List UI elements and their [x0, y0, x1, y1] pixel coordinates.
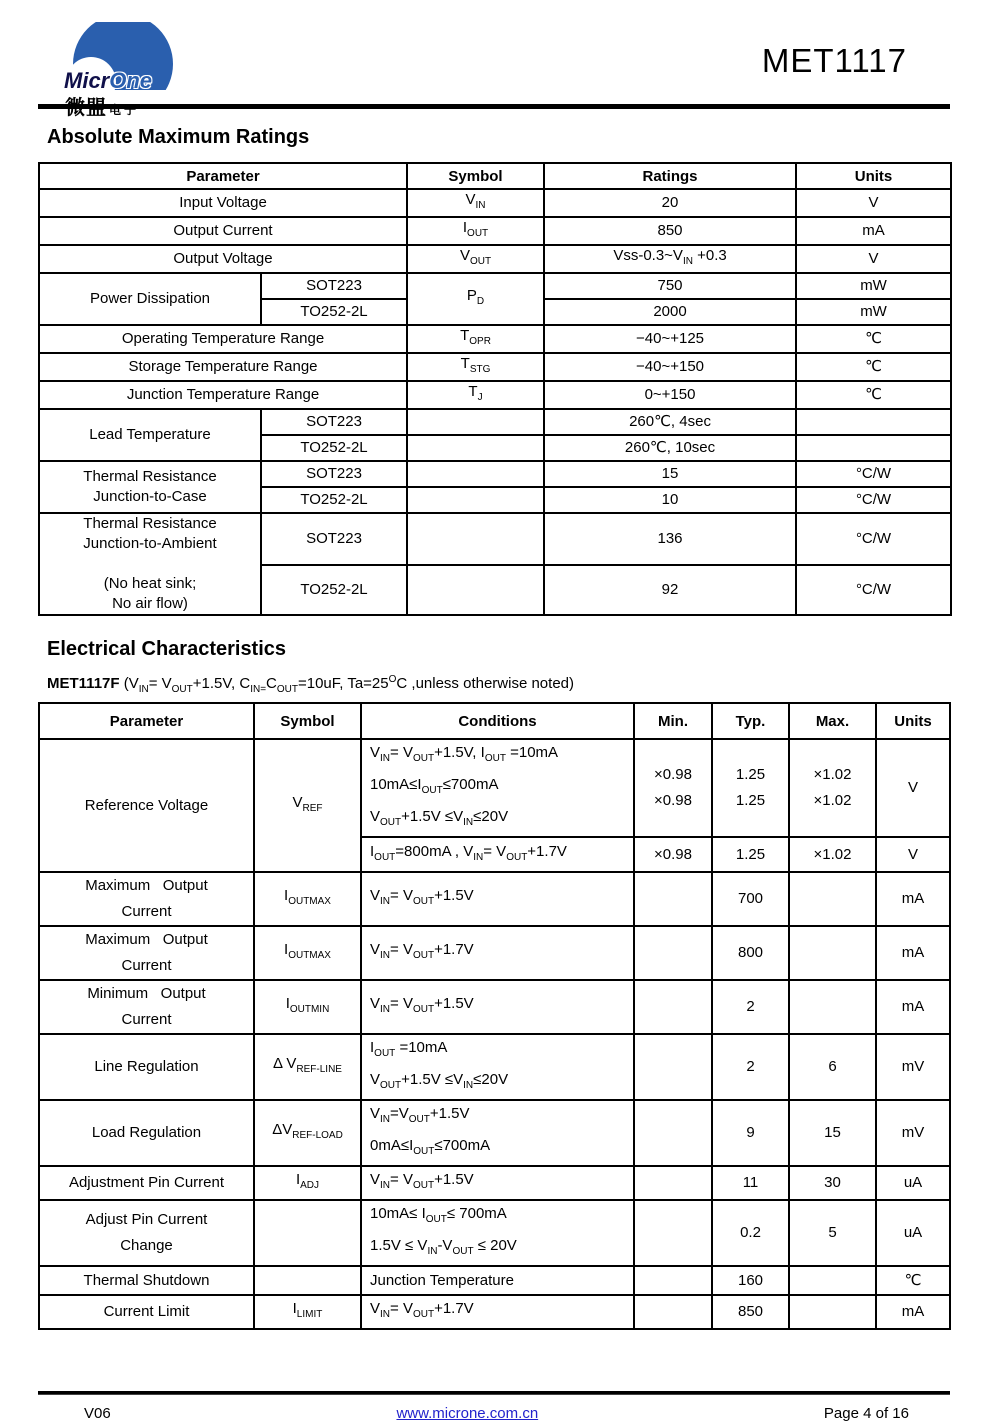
table-cell: mV	[876, 1034, 950, 1100]
table-cell: Adjust Pin Current Change	[39, 1200, 254, 1266]
table-cell	[407, 513, 544, 565]
page-title: MET1117	[761, 42, 907, 79]
absolute-maximum-ratings-table	[38, 162, 952, 616]
abs-max-heading: Absolute Maximum Ratings	[47, 126, 310, 148]
table-cell: Input Voltage	[39, 189, 407, 217]
table-cell: 850	[712, 1295, 789, 1329]
table-cell: −40~+125	[544, 325, 796, 353]
column-header: Units	[796, 163, 951, 189]
column-header: Typ.	[712, 703, 789, 739]
table-cell: SOT223	[261, 513, 407, 565]
table-cell	[634, 1034, 712, 1100]
table-cell	[634, 980, 712, 1034]
table-cell: Storage Temperature Range	[39, 353, 407, 381]
table-cell: mA	[876, 872, 950, 926]
table-cell: 15	[544, 461, 796, 487]
table-cell: $I_{LIMIT}$	[254, 1295, 361, 1329]
table-cell: Thermal Resistance Junction-to-Ambient (No heat sink; No air flow)	[39, 513, 261, 615]
table-cell: Adjustment Pin Current	[39, 1166, 254, 1200]
table-cell	[634, 1200, 712, 1266]
table-row	[39, 353, 951, 381]
table-cell: Minimum Output Current	[39, 980, 254, 1034]
footer-link[interactable]: www.microne.com.cn	[396, 1405, 539, 1422]
table-cell: Vss-$0.3\sim V_{IN} +0.3$	[544, 245, 796, 273]
table-cell: $V_{REF}$	[254, 739, 361, 872]
table-cell: V	[876, 739, 950, 837]
table-cell: ℃	[796, 353, 951, 381]
table-cell: mA	[796, 217, 951, 245]
column-header: Symbol	[254, 703, 361, 739]
table-cell: °C/W	[796, 461, 951, 487]
table-cell: $T_{STG}$	[407, 353, 544, 381]
column-header: Max.	[789, 703, 876, 739]
table-cell: 260℃, 10sec	[544, 435, 796, 461]
table-cell: TO252-2L	[261, 565, 407, 615]
table-cell	[407, 409, 544, 435]
table-cell: TO252-2L	[261, 487, 407, 513]
table-cell: $T_{OPR}$	[407, 325, 544, 353]
column-header: Parameter	[39, 703, 254, 739]
table-cell: 9	[712, 1100, 789, 1166]
table-cell: Output Current	[39, 217, 407, 245]
table-cell: SOT223	[261, 409, 407, 435]
table-cell: 30	[789, 1166, 876, 1200]
table-cell: $I_{OUT}$	[407, 217, 544, 245]
table-cell: 260℃, 4sec	[544, 409, 796, 435]
table-cell: ×1.02 ×1.02	[789, 739, 876, 837]
table-cell: 1.25 1.25	[712, 739, 789, 837]
table-cell: ×1.02	[789, 837, 876, 872]
table-cell: $I_{OUT} =10mA$ $V_{OUT}+1.5V \le V_{IN}\le 20V$	[361, 1034, 634, 1100]
table-cell: Current Limit	[39, 1295, 254, 1329]
table-cell: 160	[712, 1266, 789, 1295]
column-header: Parameter	[39, 163, 407, 189]
table-cell	[254, 1266, 361, 1295]
page-header	[0, 0, 991, 119]
table-row	[39, 703, 950, 739]
table-cell: Thermal Resistance Junction-to-Case	[39, 461, 261, 513]
table-row	[39, 926, 950, 980]
column-header: Units	[876, 703, 950, 739]
table-cell: mA	[876, 1295, 950, 1329]
table-cell: Maximum Output Current	[39, 926, 254, 980]
column-header: Ratings	[544, 163, 796, 189]
table-cell	[407, 461, 544, 487]
table-cell: Thermal Shutdown	[39, 1266, 254, 1295]
table-cell: mA	[876, 980, 950, 1034]
table-cell: 15	[789, 1100, 876, 1166]
table-cell: $V_{OUT}$	[407, 245, 544, 273]
table-cell: 92	[544, 565, 796, 615]
table-row	[39, 980, 950, 1034]
table-cell: Junction Temperature	[361, 1266, 634, 1295]
table-cell: uA	[876, 1166, 950, 1200]
table-cell: $V_{IN}= V_{OUT}+1.5V$	[361, 1166, 634, 1200]
table-cell: 2	[712, 1034, 789, 1100]
table-row	[39, 1266, 950, 1295]
table-cell: 1.25	[712, 837, 789, 872]
table-cell: mW	[796, 299, 951, 325]
table-cell: Junction Temperature Range	[39, 381, 407, 409]
table-cell: V	[796, 245, 951, 273]
table-cell: $V_{IN}= V_{OUT}+1.7V$	[361, 1295, 634, 1329]
column-header: Conditions	[361, 703, 634, 739]
page-footer	[84, 1405, 909, 1422]
table-cell	[789, 872, 876, 926]
table-cell: $V_{IN}$	[407, 189, 544, 217]
brand-one: One	[109, 68, 153, 93]
table-row	[39, 461, 951, 487]
table-cell: V	[796, 189, 951, 217]
table-cell	[407, 487, 544, 513]
table-row	[39, 1200, 950, 1266]
table-cell: 0~+150	[544, 381, 796, 409]
table-cell: Lead Temperature	[39, 409, 261, 461]
table-cell	[789, 980, 876, 1034]
table-cell: Load Regulation	[39, 1100, 254, 1166]
table-cell	[789, 926, 876, 980]
table-cell: 750	[544, 273, 796, 299]
table-cell: mV	[876, 1100, 950, 1166]
table-cell: 2	[712, 980, 789, 1034]
table-cell: mW	[796, 273, 951, 299]
brand-chinese-sub: 电子	[109, 103, 140, 117]
table-cell: $\Delta V_{REF-LOAD}$	[254, 1100, 361, 1166]
table-cell	[254, 1200, 361, 1266]
table-row	[39, 1034, 950, 1100]
table-cell: ×0.98	[634, 837, 712, 872]
table-row	[39, 1295, 950, 1329]
table-cell	[789, 1266, 876, 1295]
table-cell: $I_{OUT}=800mA$ , $V_{IN}= V_{OUT}+1.7V$	[361, 837, 634, 872]
brand-chinese	[65, 91, 139, 120]
table-cell: $P_D$	[407, 273, 544, 325]
table-row	[39, 245, 951, 273]
footer-page-number: Page 4 of 16	[823, 1405, 909, 1422]
table-row	[39, 1166, 950, 1200]
table-cell: ℃	[876, 1266, 950, 1295]
table-cell: °C/W	[796, 487, 951, 513]
table-cell: 850	[544, 217, 796, 245]
device-name: MET1117F	[47, 675, 120, 692]
table-cell: $I_{OUTMIN}$	[254, 980, 361, 1034]
table-cell	[634, 1166, 712, 1200]
table-cell	[634, 872, 712, 926]
table-cell: 136	[544, 513, 796, 565]
table-row	[39, 513, 951, 565]
table-cell: Line Regulation	[39, 1034, 254, 1100]
brand-micr: Micr	[64, 68, 110, 93]
table-cell	[634, 1295, 712, 1329]
table-cell: $I_{ADJ}$	[254, 1166, 361, 1200]
table-cell: $10mA\le I_{OUT}\le 700mA$ $1.5V \le V_{IN}-V_{OUT} \le 20V$	[361, 1200, 634, 1266]
elec-conditions-subtitle	[47, 674, 991, 695]
table-cell: V	[876, 837, 950, 872]
table-cell: TO252-2L	[261, 435, 407, 461]
table-cell: uA	[876, 1200, 950, 1266]
table-cell: 6	[789, 1034, 876, 1100]
table-row	[39, 163, 951, 189]
table-cell: ℃	[796, 325, 951, 353]
table-row	[39, 409, 951, 435]
conditions-note: ($V_{IN}= V_{OUT}+1.5V$, $C_{IN=}C_{OUT}=10uF$, $Ta=25^OC$ ,unless otherwise noted)	[119, 674, 574, 695]
table-cell: $I_{OUTMAX}$	[254, 872, 361, 926]
column-header: Symbol	[407, 163, 544, 189]
brand-chinese-main: 微盟	[65, 97, 107, 119]
table-cell	[796, 409, 951, 435]
table-cell: 2000	[544, 299, 796, 325]
table-cell: $V_{IN}= V_{OUT}+1.5V$	[361, 980, 634, 1034]
table-row	[39, 381, 951, 409]
table-cell: Output Voltage	[39, 245, 407, 273]
column-header: Min.	[634, 703, 712, 739]
table-cell: ℃	[796, 381, 951, 409]
table-cell: $V_{IN}=V_{OUT}+1.5V$ $0mA\le I_{OUT}\le 700mA$	[361, 1100, 634, 1166]
table-cell: 5	[789, 1200, 876, 1266]
table-cell: 0.2	[712, 1200, 789, 1266]
table-cell: 800	[712, 926, 789, 980]
table-cell: −40~+150	[544, 353, 796, 381]
table-cell: $V_{IN}= V_{OUT}+1.5V$, $I_{OUT} =10mA$ $10mA\le I_{OUT}\le 700mA$ $V_{OUT}+1.5V \le V_{IN}\le 20V$	[361, 739, 634, 837]
table-cell: TO252-2L	[261, 299, 407, 325]
elec-char-heading: Electrical Characteristics	[47, 638, 287, 660]
table-cell: ×0.98 ×0.98	[634, 739, 712, 837]
table-cell: Δ $V_{REF-LINE}$	[254, 1034, 361, 1100]
table-row	[39, 1100, 950, 1166]
table-row	[39, 325, 951, 353]
table-cell	[634, 1100, 712, 1166]
table-cell: Operating Temperature Range	[39, 325, 407, 353]
table-cell: 20	[544, 189, 796, 217]
table-cell: mA	[876, 926, 950, 980]
table-row	[39, 739, 950, 837]
table-cell: 10	[544, 487, 796, 513]
table-cell: $V_{IN}= V_{OUT}+1.7V$	[361, 926, 634, 980]
table-cell: 11	[712, 1166, 789, 1200]
table-cell: Reference Voltage	[39, 739, 254, 872]
table-cell: $I_{OUTMAX}$	[254, 926, 361, 980]
table-row	[39, 273, 951, 299]
microne-logo	[63, 22, 203, 117]
table-cell	[407, 565, 544, 615]
footer-divider	[38, 1391, 950, 1395]
table-row	[39, 189, 951, 217]
electrical-characteristics-table	[38, 702, 951, 1330]
table-row	[39, 872, 950, 926]
table-cell	[407, 435, 544, 461]
table-cell: °C/W	[796, 565, 951, 615]
table-cell: $T_J$	[407, 381, 544, 409]
table-cell: 700	[712, 872, 789, 926]
table-cell: Power Dissipation	[39, 273, 261, 325]
table-cell: SOT223	[261, 273, 407, 299]
table-cell: SOT223	[261, 461, 407, 487]
table-cell	[789, 1295, 876, 1329]
table-row	[39, 217, 951, 245]
table-cell: Maximum Output Current	[39, 872, 254, 926]
table-cell	[796, 435, 951, 461]
table-cell	[634, 1266, 712, 1295]
table-cell	[634, 926, 712, 980]
table-cell: °C/W	[796, 513, 951, 565]
table-cell: $V_{IN}= V_{OUT}+1.5V$	[361, 872, 634, 926]
footer-version: V06	[84, 1405, 111, 1422]
